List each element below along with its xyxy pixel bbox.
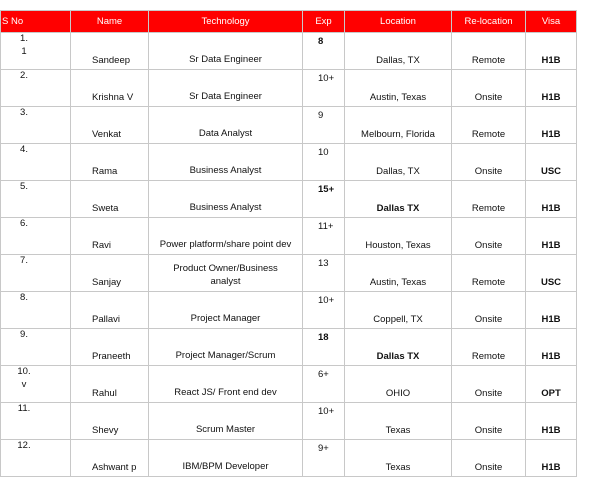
cell-exp: 10+	[303, 403, 345, 440]
cell-technology: React JS/ Front end dev	[149, 366, 303, 403]
sno-value: 3.	[20, 107, 28, 118]
cell-exp: 6+	[303, 366, 345, 403]
table-row	[1, 181, 577, 218]
cell-visa: H1B	[526, 70, 577, 107]
table-row	[1, 292, 577, 329]
cell-technology: Business Analyst	[149, 144, 303, 181]
cell-sno	[1, 440, 71, 477]
cell-sno	[1, 329, 71, 366]
table-row	[1, 255, 577, 292]
cell-name: Sweta	[71, 181, 149, 218]
cell-relocation: Onsite	[452, 144, 526, 181]
cell-location: Dallas TX	[345, 181, 452, 218]
cell-technology: Project Manager/Scrum	[149, 329, 303, 366]
cell-sno	[1, 366, 71, 403]
sno-value: 11.	[17, 403, 31, 414]
cell-location: Dallas, TX	[345, 144, 452, 181]
sno-value: 7.	[20, 255, 28, 266]
cell-sno	[1, 33, 71, 70]
cell-location: Austin, Texas	[345, 255, 452, 292]
cell-relocation: Onsite	[452, 366, 526, 403]
sno-value: 12.	[17, 440, 31, 451]
header-location: Location	[345, 11, 452, 33]
cell-name: Venkat	[71, 107, 149, 144]
cell-relocation: Onsite	[452, 403, 526, 440]
cell-technology: IBM/BPM Developer	[149, 440, 303, 477]
table-row	[1, 107, 577, 144]
cell-name: Praneeth	[71, 329, 149, 366]
cell-name: Rahul	[71, 366, 149, 403]
cell-location: Houston, Texas	[345, 218, 452, 255]
cell-exp: 18	[303, 329, 345, 366]
cell-name: Sanjay	[71, 255, 149, 292]
table-row	[1, 366, 577, 403]
cell-relocation: Onsite	[452, 70, 526, 107]
table-row	[1, 329, 577, 366]
cell-sno	[1, 181, 71, 218]
table-row	[1, 144, 577, 181]
cell-visa: H1B	[526, 440, 577, 477]
cell-technology: Power platform/share point dev	[149, 218, 303, 255]
cell-visa: H1B	[526, 33, 577, 70]
cell-visa: H1B	[526, 181, 577, 218]
cell-sno	[1, 255, 71, 292]
cell-relocation: Onsite	[452, 440, 526, 477]
header-sno: S No	[1, 11, 71, 33]
cell-name: Shevy	[71, 403, 149, 440]
cell-technology: Product Owner/Business analyst	[149, 255, 303, 292]
cell-sno	[1, 107, 71, 144]
cell-sno	[1, 218, 71, 255]
cell-name: Ashwant p	[71, 440, 149, 477]
cell-location: Austin, Texas	[345, 70, 452, 107]
sno-extra: v	[21, 379, 27, 390]
cell-technology: Project Manager	[149, 292, 303, 329]
cell-exp: 13	[303, 255, 345, 292]
cell-name: Pallavi	[71, 292, 149, 329]
cell-exp: 10	[303, 144, 345, 181]
sno-value: 9.	[20, 329, 28, 340]
cell-technology: Scrum Master	[149, 403, 303, 440]
cell-location: Texas	[345, 403, 452, 440]
sno-value: 1.	[20, 33, 28, 44]
cell-visa: USC	[526, 255, 577, 292]
header-relocation: Re-location	[452, 11, 526, 33]
cell-technology: Sr Data Engineer	[149, 70, 303, 107]
table-row	[1, 403, 577, 440]
cell-exp: 10+	[303, 70, 345, 107]
cell-exp: 15+	[303, 181, 345, 218]
cell-name: Krishna V	[71, 70, 149, 107]
candidates-table	[0, 10, 577, 477]
cell-relocation: Remote	[452, 181, 526, 218]
header-technology: Technology	[149, 11, 303, 33]
header-row	[1, 11, 577, 33]
table-row	[1, 33, 577, 70]
header-exp: Exp	[303, 11, 345, 33]
cell-technology: Data Analyst	[149, 107, 303, 144]
cell-sno	[1, 70, 71, 107]
cell-location: OHIO	[345, 366, 452, 403]
table-row	[1, 440, 577, 477]
cell-visa: OPT	[526, 366, 577, 403]
cell-location: Coppell, TX	[345, 292, 452, 329]
cell-name: Sandeep	[71, 33, 149, 70]
cell-exp: 8	[303, 33, 345, 70]
cell-visa: H1B	[526, 329, 577, 366]
table-row	[1, 70, 577, 107]
cell-relocation: Onsite	[452, 218, 526, 255]
cell-name: Rama	[71, 144, 149, 181]
sno-value: 6.	[20, 218, 28, 229]
cell-visa: H1B	[526, 107, 577, 144]
sno-value: 5.	[20, 181, 28, 192]
cell-name: Ravi	[71, 218, 149, 255]
header-name: Name	[71, 11, 149, 33]
cell-relocation: Remote	[452, 107, 526, 144]
sno-value: 8.	[20, 292, 28, 303]
cell-relocation: Onsite	[452, 292, 526, 329]
sno-value: 10.	[17, 366, 31, 377]
cell-relocation: Remote	[452, 33, 526, 70]
cell-visa: H1B	[526, 403, 577, 440]
cell-location: Texas	[345, 440, 452, 477]
cell-exp: 9	[303, 107, 345, 144]
cell-exp: 11+	[303, 218, 345, 255]
cell-visa: USC	[526, 144, 577, 181]
cell-sno	[1, 292, 71, 329]
cell-exp: 9+	[303, 440, 345, 477]
cell-technology: Business Analyst	[149, 181, 303, 218]
sno-value: 4.	[20, 144, 28, 155]
cell-relocation: Remote	[452, 255, 526, 292]
cell-location: Dallas, TX	[345, 33, 452, 70]
sno-extra: 1	[21, 46, 27, 57]
cell-location: Dallas TX	[345, 329, 452, 366]
header-visa: Visa	[526, 11, 577, 33]
cell-sno	[1, 144, 71, 181]
cell-visa: H1B	[526, 218, 577, 255]
cell-visa: H1B	[526, 292, 577, 329]
cell-relocation: Remote	[452, 329, 526, 366]
cell-sno	[1, 403, 71, 440]
sno-value: 2.	[20, 70, 28, 81]
table-row	[1, 218, 577, 255]
cell-location: Melbourn, Florida	[345, 107, 452, 144]
cell-exp: 10+	[303, 292, 345, 329]
cell-technology: Sr Data Engineer	[149, 33, 303, 70]
